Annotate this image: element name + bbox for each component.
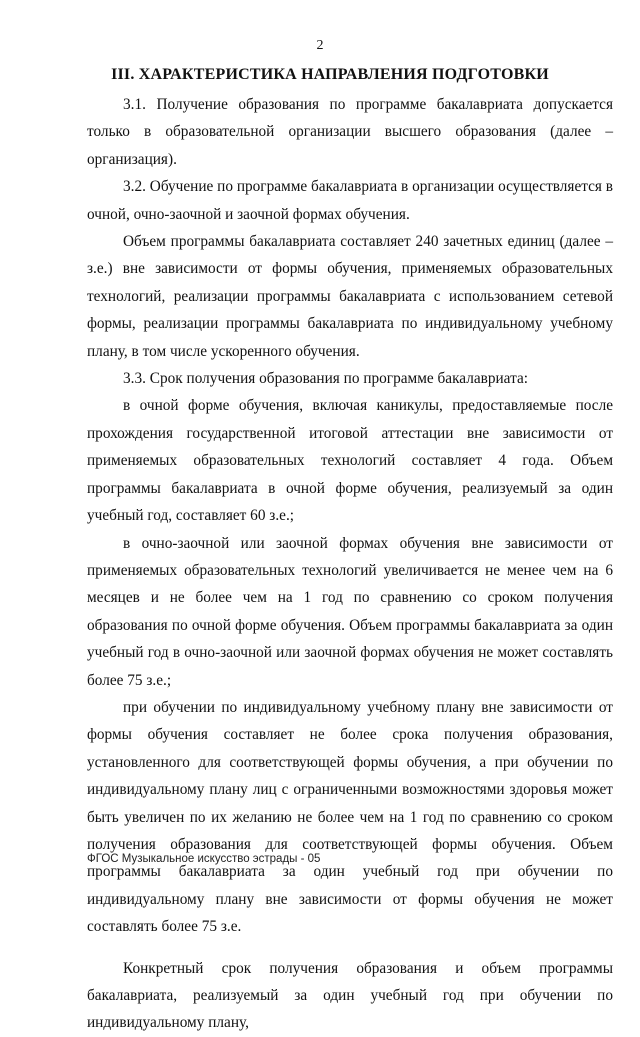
paragraph-individual-plan: при обучении по индивидуальному учебному плану вне зависимости от формы обучения составляет не более срока получения образования, установленного для соответствующей формы обучения, а при обучении по индивидуальному плану лиц с ограниченными возможностями здоровья может быть увеличен по их желанию не более чем на 1 год по сравнению со сроком получения образования для соответствующей формы обучения. Объем программы бакалавриата за один учебный год при обучении по индивидуальному плану вне зависимости от формы обучения не может составлять более 75 з.е. xyxy=(87,698,613,936)
paragraph-3-1: 3.1. Получение образования по программе бакалавриата допускается только в образовательной организации высшего образования (далее – организация). xyxy=(87,96,613,168)
page-number: 2 xyxy=(316,38,324,53)
paragraph-specific-term: Конкретный срок получения образования и объем программы бакалавриата, реализуемый за один учебный год при обучении по индивидуальному плану, xyxy=(87,959,613,1032)
paragraph-3-2: 3.2. Обучение по программе бакалавриата в организации осуществляется в очной, очно-заочной и заочной формах обучения. xyxy=(87,178,613,223)
paragraph-program-volume: Объем программы бакалавриата составляет 240 зачетных единиц (далее – з.е.) вне зависимости от формы обучения, применяемых образовательных технологий, реализации программы бакалавриата с использованием сетевой формы, реализации программы бакалавриата по индивидуальному учебному плану, в том числе ускоренного обучения. xyxy=(87,233,613,360)
document-body xyxy=(87,91,613,1037)
page-footer: ФГОС Музыкальное искусство эстрады - 05 xyxy=(87,853,321,865)
paragraph-full-time: в очной форме обучения, включая каникулы, предоставляемые после прохождения государственной итоговой аттестации вне зависимости от применяемых образовательных технологий составляет 4 года. Объем программы бакалавриата в очной форме обучения, реализуемый за один учебный год, составляет 60 з.е.; xyxy=(87,397,613,525)
section-heading: III. ХАРАКТЕРИСТИКА НАПРАВЛЕНИЯ ПОДГОТОВКИ xyxy=(111,66,549,83)
paragraph-3-3: 3.3. Срок получения образования по программе бакалавриата: xyxy=(123,370,528,388)
paragraph-part-time: в очно-заочной или заочной формах обучения вне зависимости от применяемых образовательных технологий увеличивается не менее чем на 6 месяцев и не более чем на 1 год по сравнению со сроком получения образования по очной форме обучения. Объем программы бакалавриата за один учебный год в очно-заочной или заочной формах обучения не может составлять более 75 з.е.; xyxy=(87,534,613,689)
